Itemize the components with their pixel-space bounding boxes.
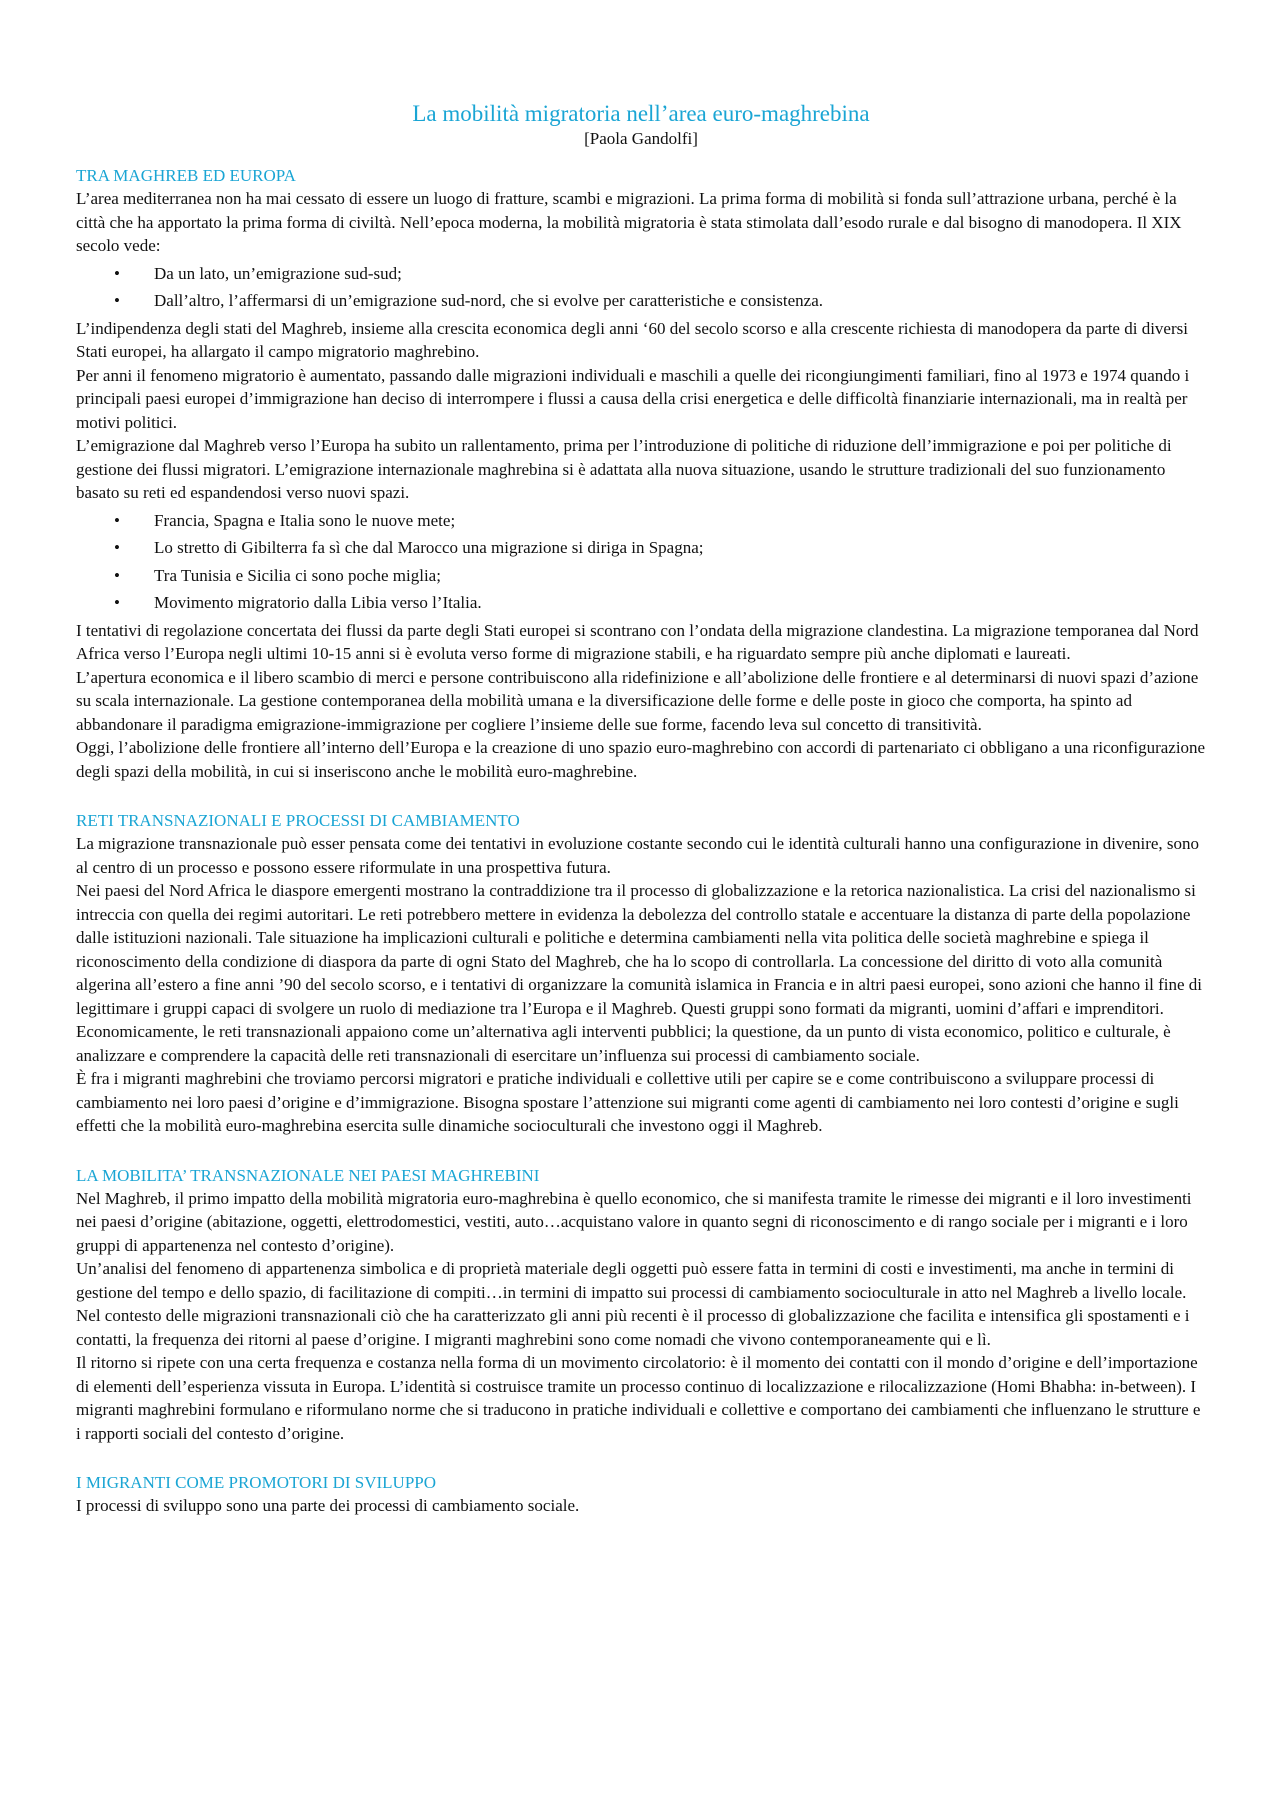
list-item-text: Dall’altro, l’affermarsi di un’emigrazione sud-nord, che si evolve per caratteristiche e consistenza. — [154, 291, 824, 310]
list-item — [76, 564, 1206, 588]
list-item — [76, 591, 1206, 615]
list-item-text: Lo stretto di Gibilterra fa sì che dal Marocco una migrazione si diriga in Spagna; — [154, 538, 704, 557]
paragraph: Il ritorno si ripete con una certa frequenza e costanza nella forma di un movimento circolatorio: è il momento dei contatti con il mondo d’origine e dell’importazione di elementi dell’esperienza vissuta in Europa. L’identità si costruisce tramite un processo continuo di localizzazione e rilocalizzazione (Homi Bhabha: in-between). I migranti maghrebini formulano e riformulano norme che si traducono in pratiche individuali e collettive e comportano dei cambiamenti che influenzano le strutture e i rapporti sociali del contesto d’origine. — [76, 1353, 1201, 1443]
section-heading: RETI TRANSNAZIONALI E PROCESSI DI CAMBIAMENTO — [76, 811, 520, 830]
list-item — [76, 262, 1206, 286]
list-item-text: Da un lato, un’emigrazione sud-sud; — [154, 263, 402, 283]
paragraph: Nei paesi del Nord Africa le diaspore emergenti mostrano la contraddizione tra il processo di globalizzazione e la retorica nazionalistica. La crisi del nazionalismo si intreccia con quella dei regimi autoritari. Le reti potrebbero mettere in evidenza la debolezza del controllo statale e accentuare la distanza di parte della popolazione dalle istituzioni nazionali. Tale situazione ha implicazioni culturali e politiche e determina cambiamenti nella vita politica delle società maghrebine e spiega il riconoscimento della condizione di diaspora da parte di ogni Stato del Maghreb, che ha lo scopo di controllarla. La concessione del diritto di voto alla comunità algerina all’estero a fine anni ’90 del secolo scorso, e i tentativi di organizzare la comunità islamica in Francia e in altri paesi europei, sono azioni che hanno il fine di legittimare i gruppi capaci di svolgere un ruolo di mediazione tra l’Europa e il Maghreb. Questi gruppi sono formati da migranti, uomini d’affari e imprenditori. — [76, 881, 1203, 1018]
paragraph: Per anni il fenomeno migratorio è aumentato, passando dalle migrazioni individuali e maschili a quelle dei ricongiungimenti familiari, fino al 1973 e 1974 quando i principali paesi europei d’immigrazione han deciso di interrompere i flussi a causa della crisi energetica e delle difficoltà finanziarie internazionali, ma in realtà per motivi politici. — [76, 365, 1190, 432]
paragraph: Nel contesto delle migrazioni transnazionali ciò che ha caratterizzato gli anni più recenti è il processo di globalizzazione che facilita e intensifica gli spostamenti e i contatti, la frequenza dei ritorni al paese d’origine. I migranti maghrebini sono come nomadi che vivono contemporaneamente qui e lì. — [76, 1306, 1190, 1349]
bullet-icon: • — [114, 291, 120, 310]
list-item-text: Tra Tunisia e Sicilia ci sono poche miglia; — [154, 565, 441, 585]
bullet-icon: • — [114, 263, 120, 283]
document-page — [76, 100, 1206, 1518]
bullet-list — [76, 509, 1206, 615]
paragraph: Un’analisi del fenomeno di appartenenza simbolica e di proprietà materiale degli oggetti può essere fatta in termini di costi e investimenti, ma anche in termini di gestione del tempo e dello spazio, di facilitazione di compiti…in termini di impatto sui processi di cambiamento socioculturale in atto nel Maghreb a livello locale. — [76, 1259, 1187, 1302]
paragraph: L’area mediterranea non ha mai cessato di essere un luogo di fratture, scambi e migrazioni. La prima forma di mobilità si fonda sull’attrazione urbana, perché è la città che ha apportato la prima forma di civiltà. Nell’epoca moderna, la mobilità migratoria è stata stimolata dall’esodo rurale e dal bisogno di manodopera. Il XIX secolo vede: — [76, 189, 1182, 255]
list-item — [76, 509, 1206, 533]
list-item-text: Francia, Spagna e Italia sono le nuove mete; — [154, 510, 456, 530]
paragraph: L’emigrazione dal Maghreb verso l’Europa ha subito un rallentamento, prima per l’introduzione di politiche di riduzione dell’immigrazione e poi per politiche di gestione dei flussi migratori. L’emigrazione internazionale maghrebina si è adattata alla nuova situazione, usando le strutture tradizionali del suo funzionamento basato su reti ed espandendosi verso nuovi spazi. — [76, 436, 1172, 502]
paragraph: L’indipendenza degli stati del Maghreb, insieme alla crescita economica degli anni ‘60 del secolo scorso e alla crescente richiesta di manodopera da parte di diversi Stati europei, ha allargato il campo migratorio maghrebino. — [76, 318, 1188, 361]
paragraph: Oggi, l’abolizione delle frontiere all’interno dell’Europa e la creazione di uno spazio euro-maghrebino con accordi di partenariato ci obbligano a una riconfigurazione degli spazi della mobilità, in cui si inseriscono anche le mobilità euro-maghrebine. — [76, 738, 1206, 781]
list-item-text: Movimento migratorio dalla Libia verso l’Italia. — [154, 593, 482, 612]
section-heading: I MIGRANTI COME PROMOTORI DI SVILUPPO — [76, 1473, 437, 1492]
paragraph: Nel Maghreb, il primo impatto della mobilità migratoria euro-maghrebina è quello economico, che si manifesta tramite le rimesse dei migranti e il loro investimenti nei paesi d’origine (abitazione, oggetti, elettrodomestici, vestiti, auto…acquistano valore in quanto segni di riconoscimento e di rango sociale per i migranti e i loro gruppi di appartenenza nel contesto d’origine). — [76, 1188, 1192, 1255]
bullet-icon: • — [114, 538, 120, 557]
paragraph: Economicamente, le reti transnazionali appaiono come un’alternativa agli interventi pubblici; la questione, da un punto di vista economico, politico e culturale, è analizzare e comprendere la capacità delle reti transnazionali di esercitare un’influenza sui processi di cambiamento sociale. — [76, 1022, 1171, 1065]
paragraph: È fra i migranti maghrebini che troviamo percorsi migratori e pratiche individuali e collettive utili per capire se e come contribuiscono a sviluppare processi di cambiamento nei loro paesi d’origine e d’immigrazione. Bisogna spostare l’attenzione sui migranti come agenti di cambiamento nei loro contesti d’origine e sugli effetti che la mobilità euro-maghrebina esercita sulle dinamiche socioculturali che investono oggi il Maghreb. — [76, 1069, 1179, 1135]
paragraph: I processi di sviluppo sono una parte dei processi di cambiamento sociale. — [76, 1496, 580, 1515]
paragraph: I tentativi di regolazione concertata dei flussi da parte degli Stati europei si scontrano con l’ondata della migrazione clandestina. La migrazione temporanea dal Nord Africa verso l’Europa negli ultimi 10-15 anni si è evoluta verso forme di migrazione stabili, e ha riguardato sempre più anche diplomati e laureati. — [76, 620, 1199, 663]
bullet-icon: • — [114, 565, 120, 585]
bullet-icon: • — [114, 593, 120, 612]
document-author: [Paola Gandolfi] — [584, 129, 698, 148]
document-title: La mobilità migratoria nell’area euro-maghrebina — [412, 101, 870, 126]
bullet-list — [76, 262, 1206, 313]
paragraph: La migrazione transnazionale può esser pensata come dei tentativi in evoluzione costante secondo cui le identità culturali hanno una configurazione in divenire, sono al centro di un processo e possono essere riformulate in una prospettiva futura. — [76, 834, 1200, 877]
list-item — [76, 289, 1206, 313]
section-heading: TRA MAGHREB ED EUROPA — [76, 166, 296, 185]
paragraph: L’apertura economica e il libero scambio di merci e persone contribuiscono alla ridefinizione e all’abolizione delle frontiere e al determinarsi di nuovi spazi d’azione su scala internazionale. La gestione contemporanea della mobilità umana e la diversificazione delle forme e delle poste in gioco che comporta, ha spinto ad abbandonare il paradigma emigrazione-immigrazione per cogliere l’insieme delle sue forme, facendo leva sul concetto di transitività. — [76, 667, 1199, 734]
section-heading: LA MOBILITA’ TRANSNAZIONALE NEI PAESI MAGHREBINI — [76, 1165, 540, 1185]
list-item — [76, 536, 1206, 560]
document-body — [76, 164, 1206, 1518]
bullet-icon: • — [114, 510, 120, 530]
